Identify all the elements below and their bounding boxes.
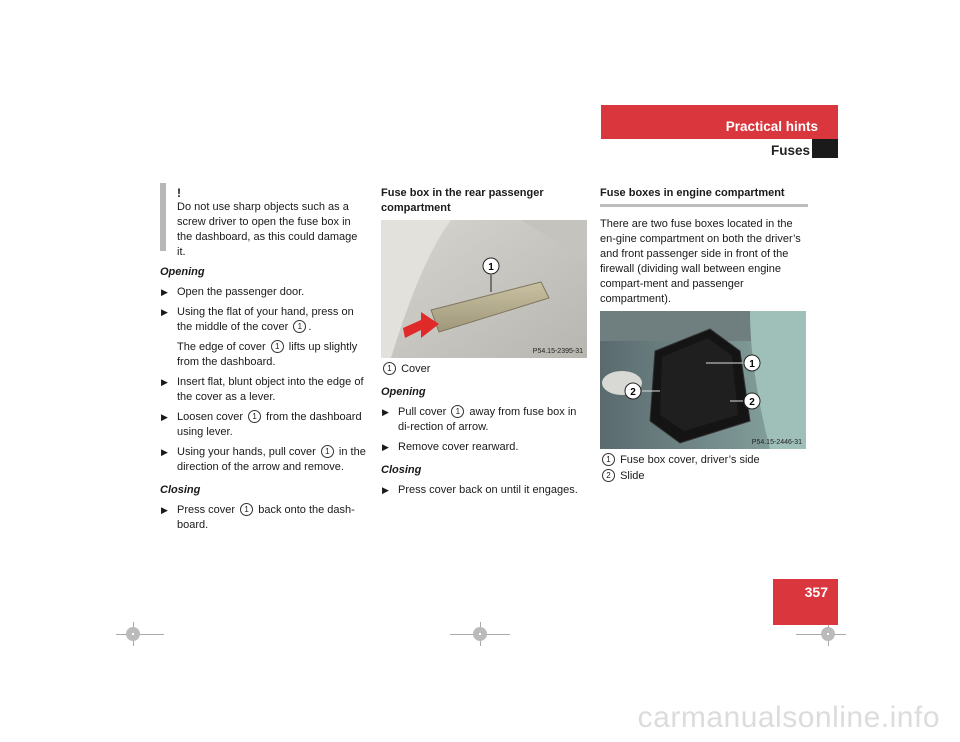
callout-1-icon: 1 <box>248 410 261 423</box>
step-text: Open the passenger door. <box>177 286 305 298</box>
section-heading: Fuse box in the rear passenger compartment <box>381 187 544 214</box>
caution-icon: ! <box>177 186 181 200</box>
rear-fuse-box-photo <box>381 220 587 358</box>
bullet-arrow-icon: ▶ <box>161 505 168 515</box>
caption-item <box>600 453 808 468</box>
subsection-marker <box>812 139 838 158</box>
callout-2-icon: 2 <box>602 469 615 482</box>
engine-fuse-box-photo <box>600 311 806 449</box>
list-item <box>160 410 368 440</box>
bullet-arrow-icon: ▶ <box>382 407 389 417</box>
step-text: away from fuse box in di-rection of arrow. <box>398 406 577 433</box>
callout-1-icon: 1 <box>293 320 306 333</box>
image-caption <box>600 453 808 484</box>
section-title: Practical hints <box>725 119 818 134</box>
subsection-title: Fuses <box>771 143 811 158</box>
step-text: Using your hands, pull cover <box>177 446 316 458</box>
step-text: The edge of cover <box>177 341 266 353</box>
bullet-arrow-icon: ▶ <box>161 307 168 317</box>
closing-heading: Closing <box>160 484 201 496</box>
bullet-arrow-icon: ▶ <box>161 377 168 387</box>
step-text: back onto the dash-board. <box>177 504 355 531</box>
photo-callout-1: 1 <box>488 262 494 273</box>
section-heading-wrap <box>600 186 808 207</box>
callout-1-icon: 1 <box>271 340 284 353</box>
image-code: P54.15-2395-31 <box>532 348 583 355</box>
registration-mark-icon <box>821 627 835 641</box>
step-text: lifts up slightly from the dashboard. <box>177 341 358 368</box>
bullet-arrow-icon: ▶ <box>161 412 168 422</box>
caption-text: Cover <box>401 363 431 375</box>
callout-1-icon: 1 <box>321 445 334 458</box>
page-number: 357 <box>804 584 828 600</box>
step-text: Press cover back on until it engages. <box>398 484 578 496</box>
header-band <box>601 105 838 139</box>
list-item <box>160 285 368 300</box>
step-text: Using the flat of your hand, press on the middle of the cover <box>177 306 354 333</box>
step-continuation <box>177 340 368 370</box>
left-column <box>160 265 368 538</box>
list-item <box>381 405 588 435</box>
caption-item <box>381 362 588 377</box>
step-text: from the dashboard using lever. <box>177 411 362 438</box>
image-caption <box>381 362 588 377</box>
image-code: P54.15-2446-31 <box>751 439 802 446</box>
caution-note <box>177 186 367 260</box>
list-item <box>160 445 368 475</box>
closing-heading: Closing <box>381 464 422 476</box>
opening-heading: Opening <box>381 386 426 398</box>
section-heading: Fuse boxes in engine compartment <box>600 187 785 199</box>
list-item <box>160 375 368 405</box>
callout-1-icon: 1 <box>240 503 253 516</box>
bullet-arrow-icon: ▶ <box>161 287 168 297</box>
crop-line <box>116 634 164 635</box>
step-text: . <box>308 321 312 333</box>
list-item <box>160 305 368 370</box>
caption-item <box>600 469 808 484</box>
step-text: in the direction of the arrow and remove. <box>177 446 366 473</box>
registration-mark-icon <box>126 627 140 641</box>
step-text: Pull cover <box>398 406 447 418</box>
step-text: Press cover <box>177 504 236 516</box>
list-item <box>381 483 588 498</box>
photo-callout-1: 1 <box>749 359 755 370</box>
list-item <box>381 440 588 455</box>
watermark: carmanualsonline.info <box>637 701 940 734</box>
registration-mark-icon <box>473 627 487 641</box>
caution-text: Do not use sharp objects such as a screw driver to open the fuse box in the dashboard, as this could damage it. <box>177 201 358 258</box>
bullet-arrow-icon: ▶ <box>382 442 389 452</box>
step-text: Loosen cover <box>177 411 244 423</box>
caption-text: Slide <box>620 470 645 482</box>
note-bar <box>160 183 166 251</box>
callout-1-icon: 1 <box>602 453 615 466</box>
callout-1-icon: 1 <box>451 405 464 418</box>
callout-1-icon: 1 <box>383 362 396 375</box>
photo-callout-2: 2 <box>749 397 755 408</box>
step-text: Insert flat, blunt object into the edge of the cover as a lever. <box>177 376 364 403</box>
photo-callout-2: 2 <box>630 387 636 398</box>
bullet-arrow-icon: ▶ <box>161 447 168 457</box>
right-column <box>600 186 808 485</box>
bullet-arrow-icon: ▶ <box>382 485 389 495</box>
middle-column <box>381 186 588 503</box>
intro-text: There are two fuse boxes located in the en-gine compartment on both the driver’s and front passenger side in front of the firewall (dividing wall between engine compart-ment and passenger compartment). <box>600 218 801 305</box>
step-text: Remove cover rearward. <box>398 441 519 453</box>
opening-heading: Opening <box>160 266 205 278</box>
list-item <box>160 503 368 533</box>
caption-text: Fuse box cover, driver’s side <box>620 454 760 466</box>
page-number-block <box>773 579 838 625</box>
